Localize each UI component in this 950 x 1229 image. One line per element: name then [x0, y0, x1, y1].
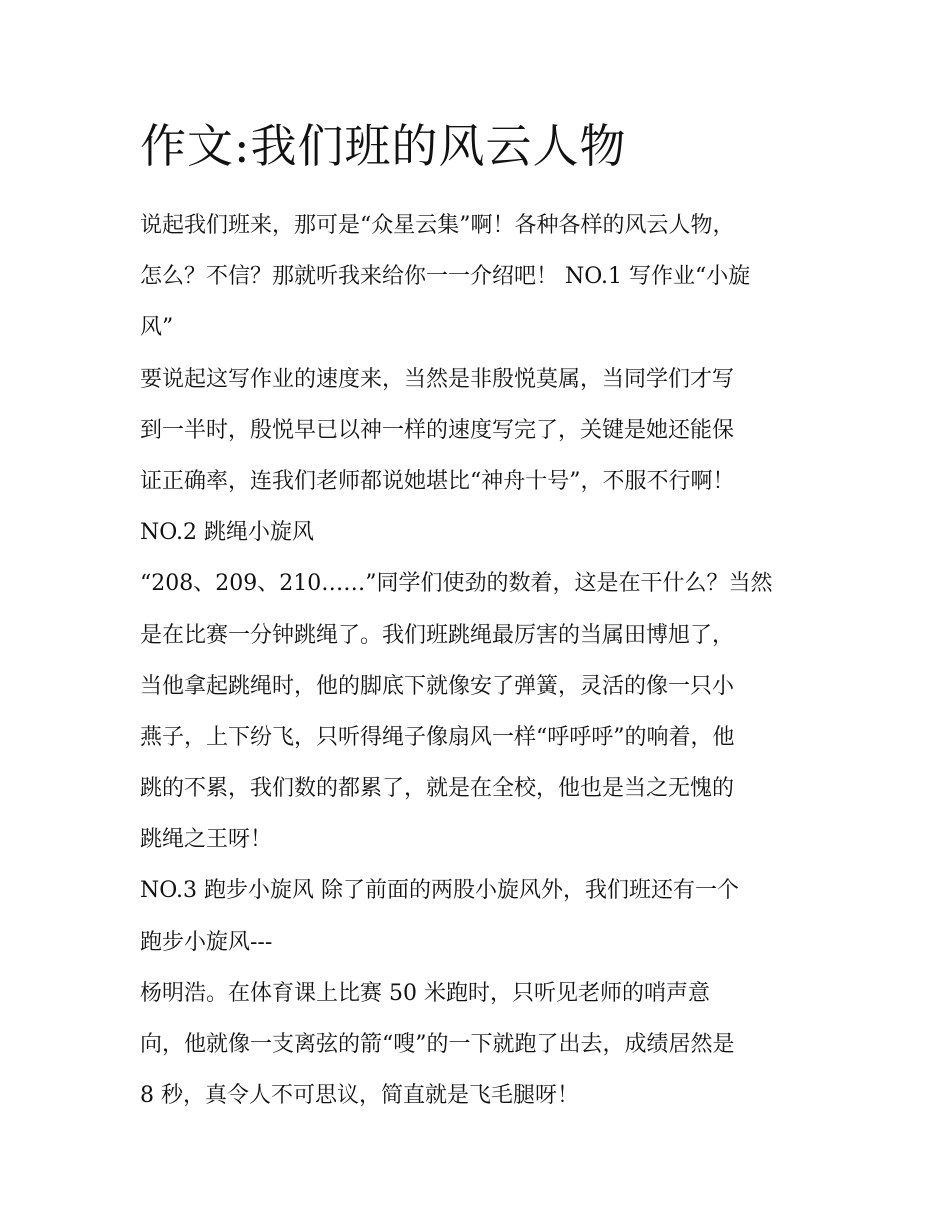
text-line: NO.3 跑步小旋风 除了前面的两股小旋风外，我们班还有一个 [140, 878, 739, 904]
text-line: 是在比赛一分钟跳绳了。我们班跳绳最厉害的当属田博旭了， [140, 622, 735, 648]
text-line: 证正确率，连我们老师都说她堪比“神舟十号”，不服不行啊！ [140, 468, 735, 494]
document-title: 作文:我们班的风云人物 [140, 119, 627, 173]
text-line: 跳的不累，我们数的都累了，就是在全校，他也是当之无愧的 [140, 776, 735, 802]
text-line: 向，他就像一支离弦的箭“嗖”的一下就跑了出去，成绩居然是 [140, 1032, 735, 1057]
section-heading-no3 [140, 865, 820, 967]
paragraph-jump-rope [140, 558, 820, 865]
text-line: 跳绳之王呀！ [140, 827, 273, 853]
text-line: 当他拿起跳绳时，他的脚底下就像安了弹簧，灵活的像一只小 [140, 673, 735, 699]
text-line: 跑步小旋风--- [140, 929, 273, 955]
paragraph-intro [140, 200, 820, 354]
text-line: 杨明浩。在体育课上比赛 50 米跑时，只听见老师的哨声意 [140, 980, 710, 1006]
text-line: 说起我们班来，那可是“众星云集”啊！各种各样的风云人物， [140, 213, 735, 238]
section-heading-no2 [140, 507, 820, 558]
text-line: 要说起这写作业的速度来，当然是非殷悦莫属，当同学们才写 [140, 366, 735, 392]
paragraph-homework [140, 354, 820, 508]
text-line: 到一半时，殷悦早已以神一样的速度写完了，关键是她还能保 [140, 417, 735, 443]
text-line: 风” [140, 315, 174, 341]
text-line: “208、209、210……”同学们使劲的数着，这是在干什么？当然 [140, 571, 773, 597]
text-line: 怎么？不信？那就听我来给你一一介绍吧！ NO.1 写作业“小旋 [140, 264, 751, 290]
document-body [140, 114, 820, 1121]
text-line: 8 秒，真令人不可思议，简直就是飞毛腿呀！ [140, 1083, 579, 1109]
paragraph-running [140, 968, 820, 1122]
text-line: 燕子，上下纷飞，只听得绳子像扇风一样“呼呼呼”的响着，他 [140, 724, 735, 750]
text-line: NO.2 跳绳小旋风 [140, 520, 314, 546]
